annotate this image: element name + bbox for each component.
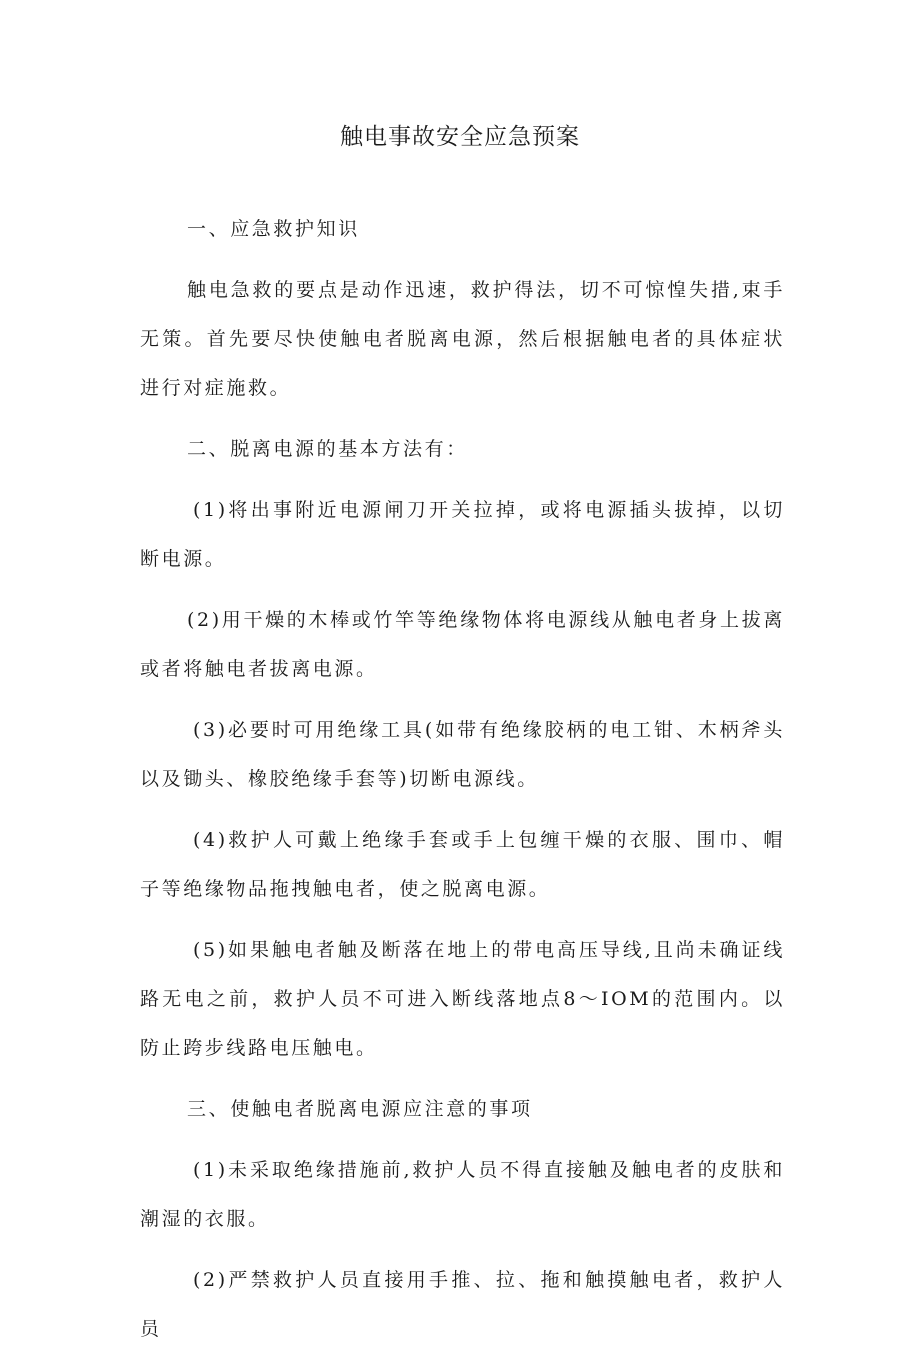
list-item-method-5: (5)如果触电者触及断落在地上的带电高压导线,且尚未确证线路无电之前，救护人员不可进入断线落地点8～IOM的范围内。以防止跨步线路电压触电。	[140, 939, 785, 1059]
list-item-precaution-1: (1)未采取绝缘措施前,救护人员不得直接触及触电者的皮肤和潮湿的衣服。	[140, 1159, 785, 1230]
document-title: 触电事故安全应急预案	[340, 124, 580, 150]
list-item-method-3: (3)必要时可用绝缘工具(如带有绝缘胶柄的电工钳、木柄斧头以及锄头、橡胶绝缘手套等)切断电源线。	[140, 719, 785, 790]
list-item-method-1: (1)将出事附近电源闸刀开关拉掉，或将电源插头拔掉，以切断电源。	[140, 499, 785, 570]
paragraph-first-aid-key-points: 触电急救的要点是动作迅速，救护得法，切不可惊惶失措,束手无策。首先要尽快使触电者脱离电源，然后根据触电者的具体症状进行对症施救。	[140, 279, 785, 399]
section-heading-2: 二、脱离电源的基本方法有：	[187, 438, 468, 460]
document-body	[140, 205, 785, 1366]
section-heading-3: 三、使触电者脱离电源应注意的事项	[187, 1098, 533, 1120]
list-item-precaution-2: (2)严禁救护人员直接用手推、拉、拖和触摸触电者，救护人员	[140, 1269, 785, 1340]
list-item-method-4: (4)救护人可戴上绝缘手套或手上包缠干燥的衣服、围巾、帽子等绝缘物品拖拽触电者，使之脱离电源。	[140, 829, 785, 900]
section-heading-1: 一、应急救护知识	[187, 218, 360, 240]
list-item-method-2: (2)用干燥的木棒或竹竿等绝缘物体将电源线从触电者身上拔离或者将触电者拔离电源。	[140, 609, 785, 680]
